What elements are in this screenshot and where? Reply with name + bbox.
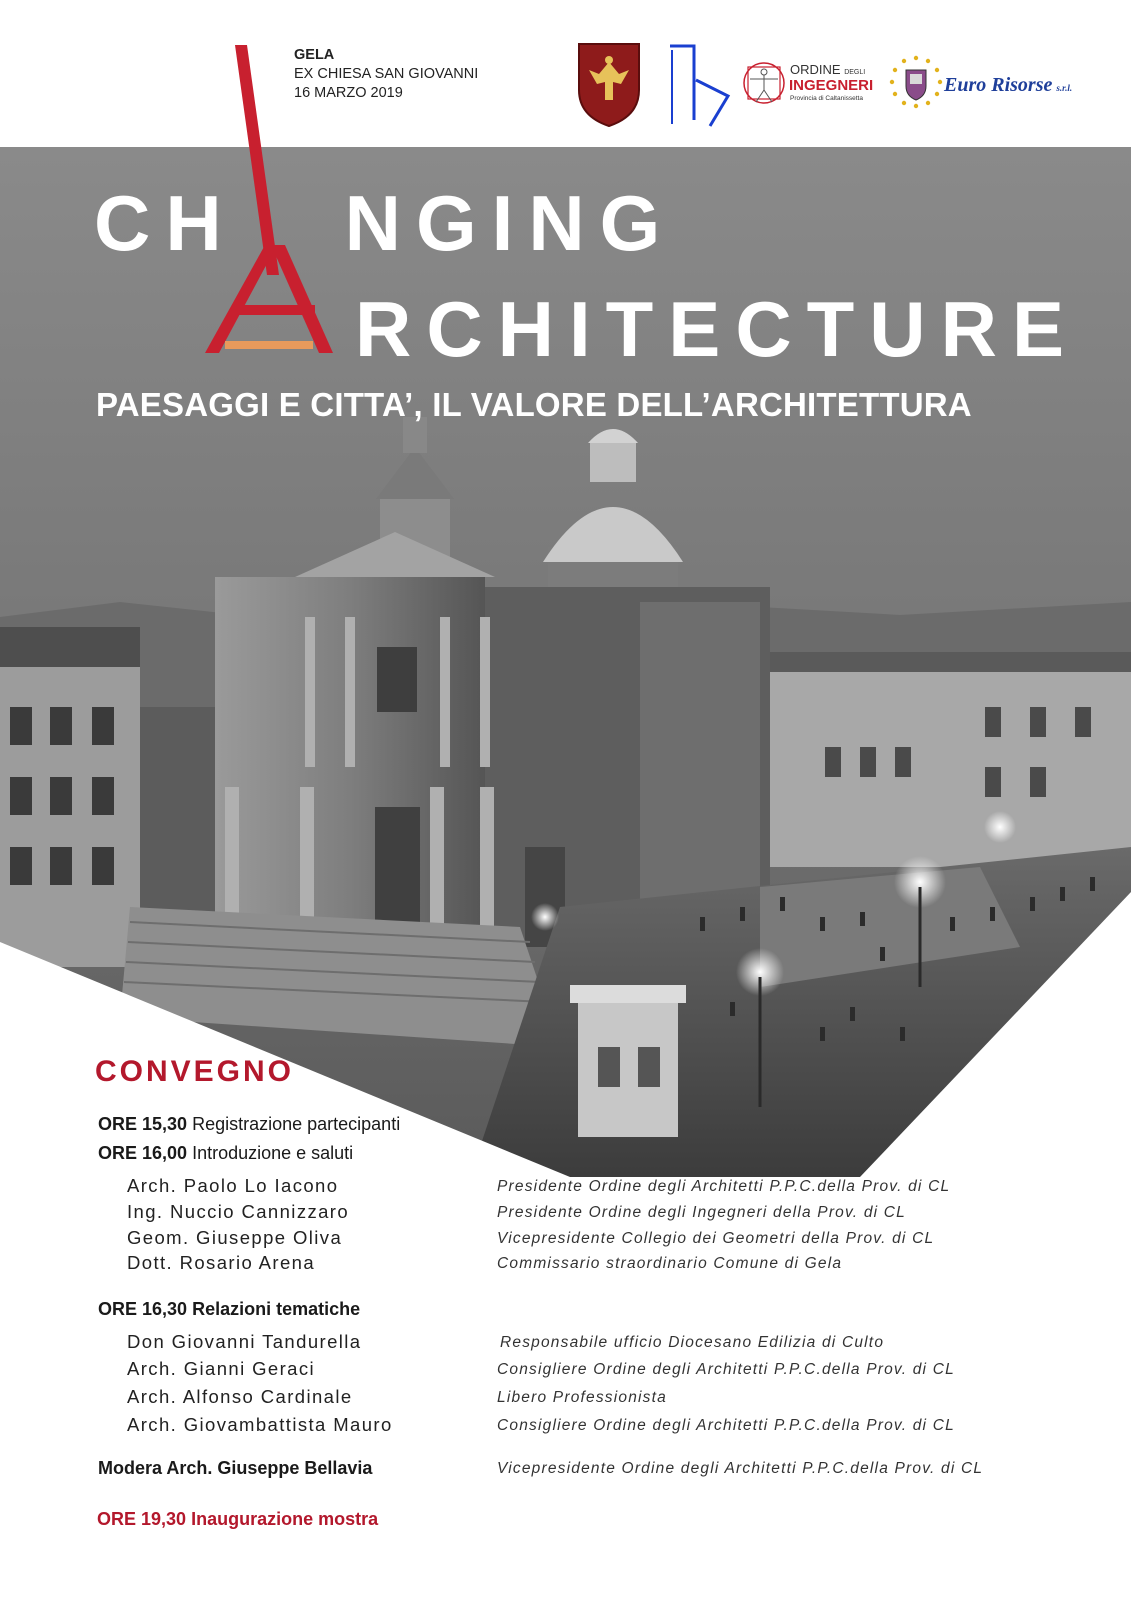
engineers-logo-province: Provincia di Caltanissetta: [790, 95, 863, 102]
speaker-role: Vicepresidente Collegio dei Geometri della Prov. di CL: [497, 1230, 935, 1247]
gela-crest-logo: [575, 40, 643, 128]
vitruvian-man-icon: [742, 58, 786, 108]
program-heading: CONVEGNO: [95, 1055, 295, 1088]
speaker-name: Arch. Paolo Lo Iacono: [127, 1175, 339, 1196]
speaker-name: Geom. Giuseppe Oliva: [127, 1227, 343, 1248]
engineers-order-logo: [742, 56, 882, 112]
event-date: 16 MARZO 2019: [294, 85, 403, 101]
engineers-logo-word-ingegneri: INGEGNERI: [789, 77, 874, 94]
speaker-name: Arch. Giovambattista Mauro: [127, 1414, 393, 1435]
euro-risorse-name: Euro Risorse: [944, 74, 1053, 96]
title-line1-part-a: CH: [94, 179, 237, 267]
engineers-logo-word-degli: DEGLI: [844, 69, 866, 76]
speaker-role: Commissario straordinario Comune di Gela: [497, 1255, 843, 1272]
slot-introduction: [98, 1143, 353, 1164]
speaker-role: Responsabile ufficio Diocesano Edilizia di Culto: [500, 1334, 885, 1351]
slot-label: Relazioni tematiche: [192, 1299, 361, 1319]
slot-exhibition: [97, 1509, 378, 1530]
speaker-name: Arch. Gianni Geraci: [127, 1358, 316, 1379]
title-line-changing: [94, 178, 675, 269]
title-line-architecture: RCHITECTURE: [355, 285, 1079, 373]
speaker-name: Arch. Alfonso Cardinale: [127, 1386, 353, 1407]
speaker-role: Presidente Ordine degli Ingegneri della Prov. di CL: [497, 1204, 907, 1221]
slot-time: ORE 16,00: [98, 1143, 188, 1163]
speaker-role: Libero Professionista: [497, 1389, 667, 1406]
speaker-role: Presidente Ordine degli Architetti P.P.C.della Prov. di CL: [497, 1178, 951, 1195]
event-venue: EX CHIESA SAN GIOVANNI: [294, 66, 479, 82]
speaker-role: Consigliere Ordine degli Architetti P.P.C.della Prov. di CL: [497, 1361, 955, 1378]
slot-label: Registrazione partecipanti: [192, 1114, 401, 1134]
slot-label: Introduzione e saluti: [192, 1143, 354, 1163]
moderator: Modera Arch. Giuseppe Bellavia: [98, 1458, 373, 1478]
euro-risorse-logo: [886, 52, 1096, 112]
slot-label: Inaugurazione mostra: [191, 1509, 379, 1529]
title-line1-part-b: NGING: [344, 179, 676, 267]
speaker-name: Dott. Rosario Arena: [127, 1252, 316, 1273]
slot-time: ORE 16,30: [98, 1299, 188, 1319]
euro-risorse-suffix: s.r.l.: [1056, 83, 1073, 93]
slot-registration: [98, 1114, 400, 1135]
engineers-logo-word-ordine: ORDINE: [790, 62, 841, 77]
speaker-name: Ing. Nuccio Cannizzaro: [127, 1201, 350, 1222]
slot-talks: [98, 1299, 360, 1320]
moderator-role: Vicepresidente Ordine degli Architetti P.P.C.della Prov. di CL: [497, 1460, 984, 1477]
speaker-role: Consigliere Ordine degli Architetti P.P.C.della Prov. di CL: [497, 1417, 955, 1434]
eu-stars-crest-icon: [886, 52, 946, 112]
subtitle: PAESAGGI E CITTA’, IL VALORE DELL’ARCHITETTURA: [96, 386, 972, 423]
architects-order-logo: [664, 40, 732, 130]
slot-time: ORE 15,30: [98, 1114, 188, 1134]
event-city: GELA: [294, 47, 335, 63]
speaker-name: Don Giovanni Tandurella: [127, 1331, 362, 1352]
slot-time: ORE 19,30: [97, 1509, 187, 1529]
